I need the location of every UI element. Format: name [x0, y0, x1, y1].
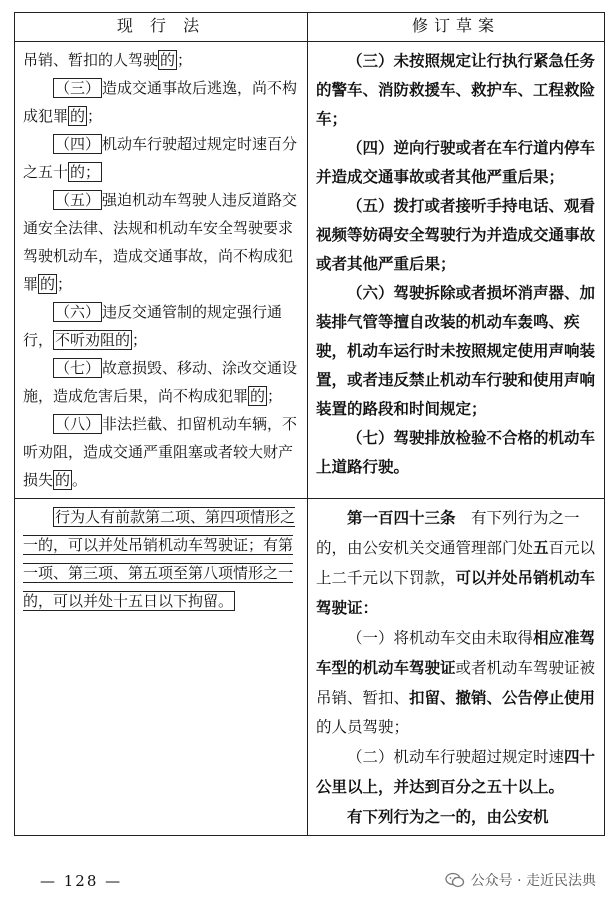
article-143-para-2: 有下列行为之一的，由公安机: [347, 807, 549, 826]
header-revised-draft: 修订草案: [308, 13, 605, 42]
left-item-7: （七） 故意损毁、移动、涂改交通设施，造成危害后果，尚不构成犯罪 的 ；: [23, 359, 298, 405]
right-cell-upper: [308, 42, 605, 499]
article-143-intro: 第一百四十三条 有下列行为之一的，由公安机关交通管理部门处五百元以上二千元以下罚款，可以并处吊销机动车驾驶证：: [316, 508, 596, 617]
article-143-item-2: （二）机动车行驶超过规定时速四十公里以上，并达到百分之五十以上。: [316, 747, 596, 796]
right-item-6: （六）驾驶拆除或者损坏消声器、加装排气管等擅自改装的机动车轰鸣、疾驶，机动车运行时未按照规定使用声响装置，或者违反禁止机动车行驶和使用声响装置的路段和时间规定；: [316, 283, 596, 418]
left-cell-lower: [15, 499, 308, 836]
watermark: [445, 870, 596, 890]
left-item-3: （三） 造成交通事故后逃逸，尚不构成犯罪 的 ；: [23, 79, 298, 125]
right-item-7: （七）驾驶排放检验不合格的机动车上道路行驶。: [316, 428, 596, 476]
header-current-law: 现 行 法: [15, 13, 308, 42]
left-item-6: （六） 违反交通管制的规定强行通行， 不听劝阻的 ；: [23, 303, 283, 349]
page-number: — 128 —: [40, 872, 123, 890]
wechat-icon: [445, 872, 465, 888]
article-143-item-1: （一）将机动车交由未取得相应准驾车型的机动车驾驶证或者机动车驾驶证被吊销、暂扣、扣留、撤销、公告停止使用的人员驾驶；: [316, 628, 596, 736]
left-paragraph-2: 行为人有前款第二项、第四项情形之一的，可以并处吊销机动车驾驶证；有第一项、第三项、第五项至第八项情形之一的，可以并处十五日以下拘留。: [23, 508, 296, 610]
watermark-text: 公众号 · 走近民法典: [470, 873, 596, 889]
left-item-cont: 吊销、暂扣的人驾驶 的 ；: [23, 51, 193, 69]
left-item-4: （四） 机动车行驶超过规定时速百分之五十 的；: [23, 135, 298, 181]
article-title: 第一百四十三条: [347, 508, 456, 527]
right-item-5: （五）拨打或者接听手持电话、观看视频等妨碍安全驾驶行为并造成交通事故或者其他严重后果；: [316, 196, 596, 273]
left-cell-upper: [15, 42, 308, 499]
left-item-5: （五） 强迫机动车驾驶人违反道路交通安全法律、法规和机动车安全驾驶要求驾驶机动车，造成交通事故，尚不构成犯罪 的 ；: [23, 191, 298, 293]
left-item-8: （八） 非法拦截、扣留机动车辆，不听劝阻，造成交通严重阻塞或者较大财产损失 的 。: [23, 415, 298, 489]
comparison-table: [14, 12, 605, 836]
right-cell-lower: [308, 499, 605, 836]
right-item-4: （四）逆向行驶或者在车行道内停车并造成交通事故或者其他严重后果；: [316, 138, 596, 186]
right-item-3: （三）未按照规定让行执行紧急任务的警车、消防救援车、救护车、工程救险车；: [316, 51, 596, 128]
